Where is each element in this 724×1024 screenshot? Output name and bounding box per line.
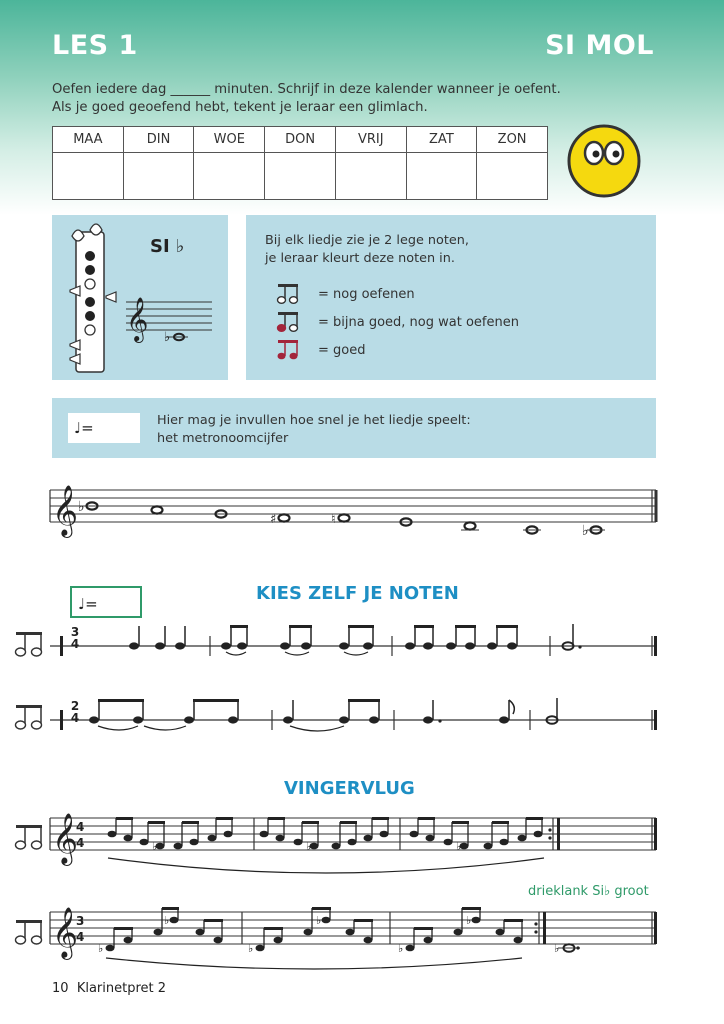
chord-label-suffix: groot	[610, 884, 649, 899]
svg-text:♮: ♮	[331, 512, 336, 527]
calendar-day-fri: VRIJ	[335, 127, 406, 153]
svg-text:♯: ♯	[270, 512, 277, 527]
tempo-input-box-2[interactable]: ♩=	[70, 586, 142, 618]
calendar-cell[interactable]	[406, 153, 477, 200]
svg-text:𝄞: 𝄞	[52, 485, 79, 536]
practice-calendar	[52, 126, 548, 200]
practice-instructions-line1: Oefen iedere dag ______ minuten. Schrijf in deze kalender wanneer je oefent.	[52, 82, 561, 97]
legend-item-practice: = nog oefenen	[318, 287, 415, 302]
calendar-day-thu: DON	[265, 127, 336, 153]
svg-text:𝄞: 𝄞	[52, 907, 79, 958]
practice-marker-icon	[14, 703, 46, 733]
chord-label-flat: ♭	[604, 884, 611, 899]
svg-text:♭: ♭	[152, 840, 158, 853]
calendar-day-sun: ZON	[477, 127, 548, 153]
page-number: 10	[52, 981, 69, 996]
practice-instructions	[52, 81, 561, 117]
svg-text:♭: ♭	[78, 499, 85, 515]
calendar-cell[interactable]	[477, 153, 548, 200]
legend-item-good: = goed	[318, 343, 366, 358]
time-sig-top: 3	[70, 625, 80, 639]
svg-text:♭: ♭	[164, 330, 171, 345]
svg-text:♭: ♭	[554, 942, 560, 955]
svg-text:♭: ♭	[248, 942, 254, 955]
smiley-icon	[566, 123, 642, 199]
svg-text:♭: ♭	[306, 840, 312, 853]
calendar-day-sat: ZAT	[406, 127, 477, 153]
time-sig-bottom: 4	[76, 836, 85, 850]
svg-text:♭: ♭	[456, 840, 462, 853]
lesson-title: LES 1	[52, 30, 138, 61]
svg-text:♭: ♭	[316, 914, 322, 927]
finger-exercise-staff-2	[50, 900, 658, 966]
time-sig-bottom: 4	[70, 711, 80, 725]
legend-note-half-icon	[276, 310, 302, 334]
svg-text:♭: ♭	[466, 914, 472, 927]
chord-label	[528, 884, 649, 899]
svg-text:𝄞: 𝄞	[126, 297, 149, 341]
tempo-input-box[interactable]: ♩=	[68, 413, 140, 443]
calendar-cell[interactable]	[194, 153, 265, 200]
practice-instructions-line2: Als je goed geoefend hebt, tekent je leraar een glimlach.	[52, 100, 428, 115]
time-sig-bottom: 4	[76, 930, 85, 944]
finger-exercise-staff-1	[50, 806, 658, 876]
svg-text:♭: ♭	[582, 523, 589, 539]
legend-intro-line2: je leraar kleurt deze noten in.	[265, 251, 455, 266]
tempo-info-line1: Hier mag je invullen hoe snel je het liedje speelt:	[157, 413, 471, 428]
time-sig-bottom: 4	[70, 637, 80, 651]
time-signature-row1	[70, 626, 80, 650]
legend-intro	[265, 232, 469, 268]
time-signature-row2	[70, 700, 80, 724]
calendar-day-wed: WOE	[194, 127, 265, 153]
calendar-cell[interactable]	[53, 153, 124, 200]
calendar-day-tue: DIN	[123, 127, 194, 153]
svg-text:♭: ♭	[98, 942, 104, 955]
svg-text:♭: ♭	[398, 942, 404, 955]
fingering-note-label: SI ♭	[150, 236, 185, 257]
legend-item-almost: = bijna goed, nog wat oefenen	[318, 315, 519, 330]
svg-text:𝄞: 𝄞	[52, 813, 79, 864]
clarinet-fingering-diagram	[62, 222, 122, 372]
rhythm-row-1	[50, 620, 658, 670]
section-heading-finger-fast: VINGERVLUG	[284, 778, 415, 799]
note-title: SI MOL	[545, 30, 654, 61]
rhythm-row-2	[50, 694, 658, 744]
legend-note-empty-icon	[276, 282, 302, 306]
legend-intro-line1: Bij elk liedje zie je 2 lege noten,	[265, 233, 469, 248]
chord-label-text: drieklank Si	[528, 884, 605, 899]
time-sig-top: 2	[70, 699, 80, 713]
book-title: Klarinetpret 2	[76, 981, 167, 996]
practice-marker-icon	[14, 630, 46, 660]
legend-note-full-icon	[276, 338, 302, 362]
tempo-info-line2: het metronoomcijfer	[157, 431, 289, 446]
calendar-day-mon: MAA	[53, 127, 124, 153]
calendar-cell[interactable]	[335, 153, 406, 200]
time-sig-top: 3	[76, 914, 85, 928]
section-heading-choose-notes: KIES ZELF JE NOTEN	[256, 583, 459, 604]
tempo-info-text	[157, 412, 471, 448]
calendar-cell[interactable]	[123, 153, 194, 200]
page-footer	[52, 981, 166, 996]
time-sig-top: 4	[76, 820, 85, 834]
calendar-cell[interactable]	[265, 153, 336, 200]
practice-marker-icon	[14, 823, 46, 853]
scale-staff	[50, 478, 658, 539]
svg-text:♭: ♭	[164, 914, 170, 927]
fingering-staff	[126, 298, 214, 348]
practice-marker-icon	[14, 918, 46, 948]
